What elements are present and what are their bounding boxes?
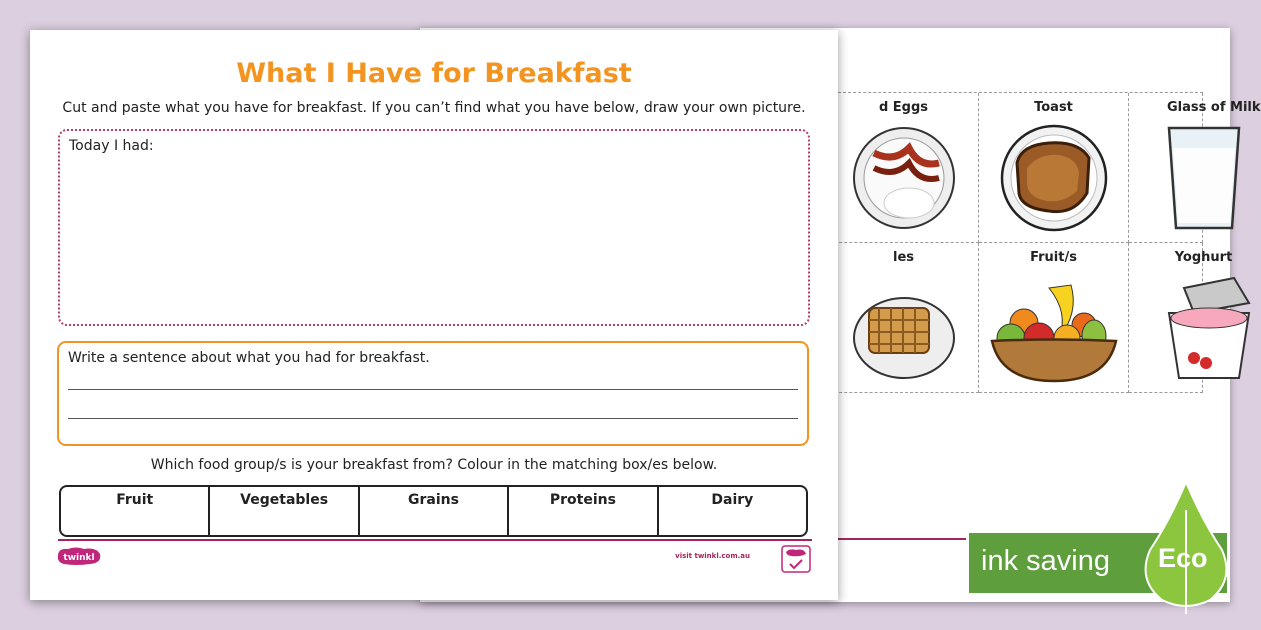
worksheet xyxy=(30,30,838,600)
cutout-label: d Eggs xyxy=(878,100,929,115)
fruit-bowl-icon xyxy=(989,273,1119,383)
bacon-eggs-icon xyxy=(849,123,959,233)
yoghurt-icon xyxy=(1164,273,1254,383)
cutout-label: Glass of Milk xyxy=(1167,100,1261,115)
svg-text:twinkl: twinkl xyxy=(63,553,95,563)
cutout-label: Toast xyxy=(1034,100,1073,115)
food-group-vegetables: Vegetables xyxy=(210,487,359,535)
twinkl-logo xyxy=(56,546,102,566)
cutout-milk xyxy=(1129,93,1261,243)
sentence-box xyxy=(57,341,809,446)
milk-glass-icon xyxy=(1164,123,1244,233)
toast-icon xyxy=(999,123,1109,233)
cutout-bacon-eggs xyxy=(829,93,979,243)
food-group-dairy: Dairy xyxy=(711,492,754,508)
cutout-grid xyxy=(828,92,1261,393)
food-group-table xyxy=(59,485,808,537)
today-label: Today I had: xyxy=(69,138,154,154)
food-group-question: Which food group/s is your breakfast from? Colour in the matching box/es below. xyxy=(150,457,718,473)
cutout-label: les xyxy=(892,250,914,265)
worksheet-title: What I Have for Breakfast xyxy=(236,58,632,89)
visit-link: visit twinkl.com.au xyxy=(675,552,750,560)
waffles-icon xyxy=(849,273,959,383)
food-group-proteins: Proteins xyxy=(509,487,658,535)
food-group-fruit: Fruit xyxy=(61,487,210,535)
eco-label: Eco xyxy=(1158,543,1208,573)
cutout-waffles xyxy=(829,243,979,393)
eco-badge-text: ink saving xyxy=(981,545,1110,577)
today-box xyxy=(58,129,810,326)
worksheet-instructions: Cut and paste what you have for breakfast. If you can’t find what you have below, draw your own picture. xyxy=(62,100,806,116)
food-group-grains: Grains xyxy=(360,487,509,535)
cutout-fruit xyxy=(979,243,1129,393)
cutout-label: Yoghurt xyxy=(1174,250,1233,265)
footer-line xyxy=(58,539,812,541)
cutout-label: Fruit/s xyxy=(1030,250,1077,265)
cutout-toast xyxy=(979,93,1129,243)
approved-badge-icon xyxy=(780,544,812,574)
cutout-yoghurt xyxy=(1129,243,1233,393)
writing-line xyxy=(68,389,798,390)
sentence-prompt: Write a sentence about what you had for breakfast. xyxy=(68,350,430,366)
writing-line xyxy=(68,418,798,419)
